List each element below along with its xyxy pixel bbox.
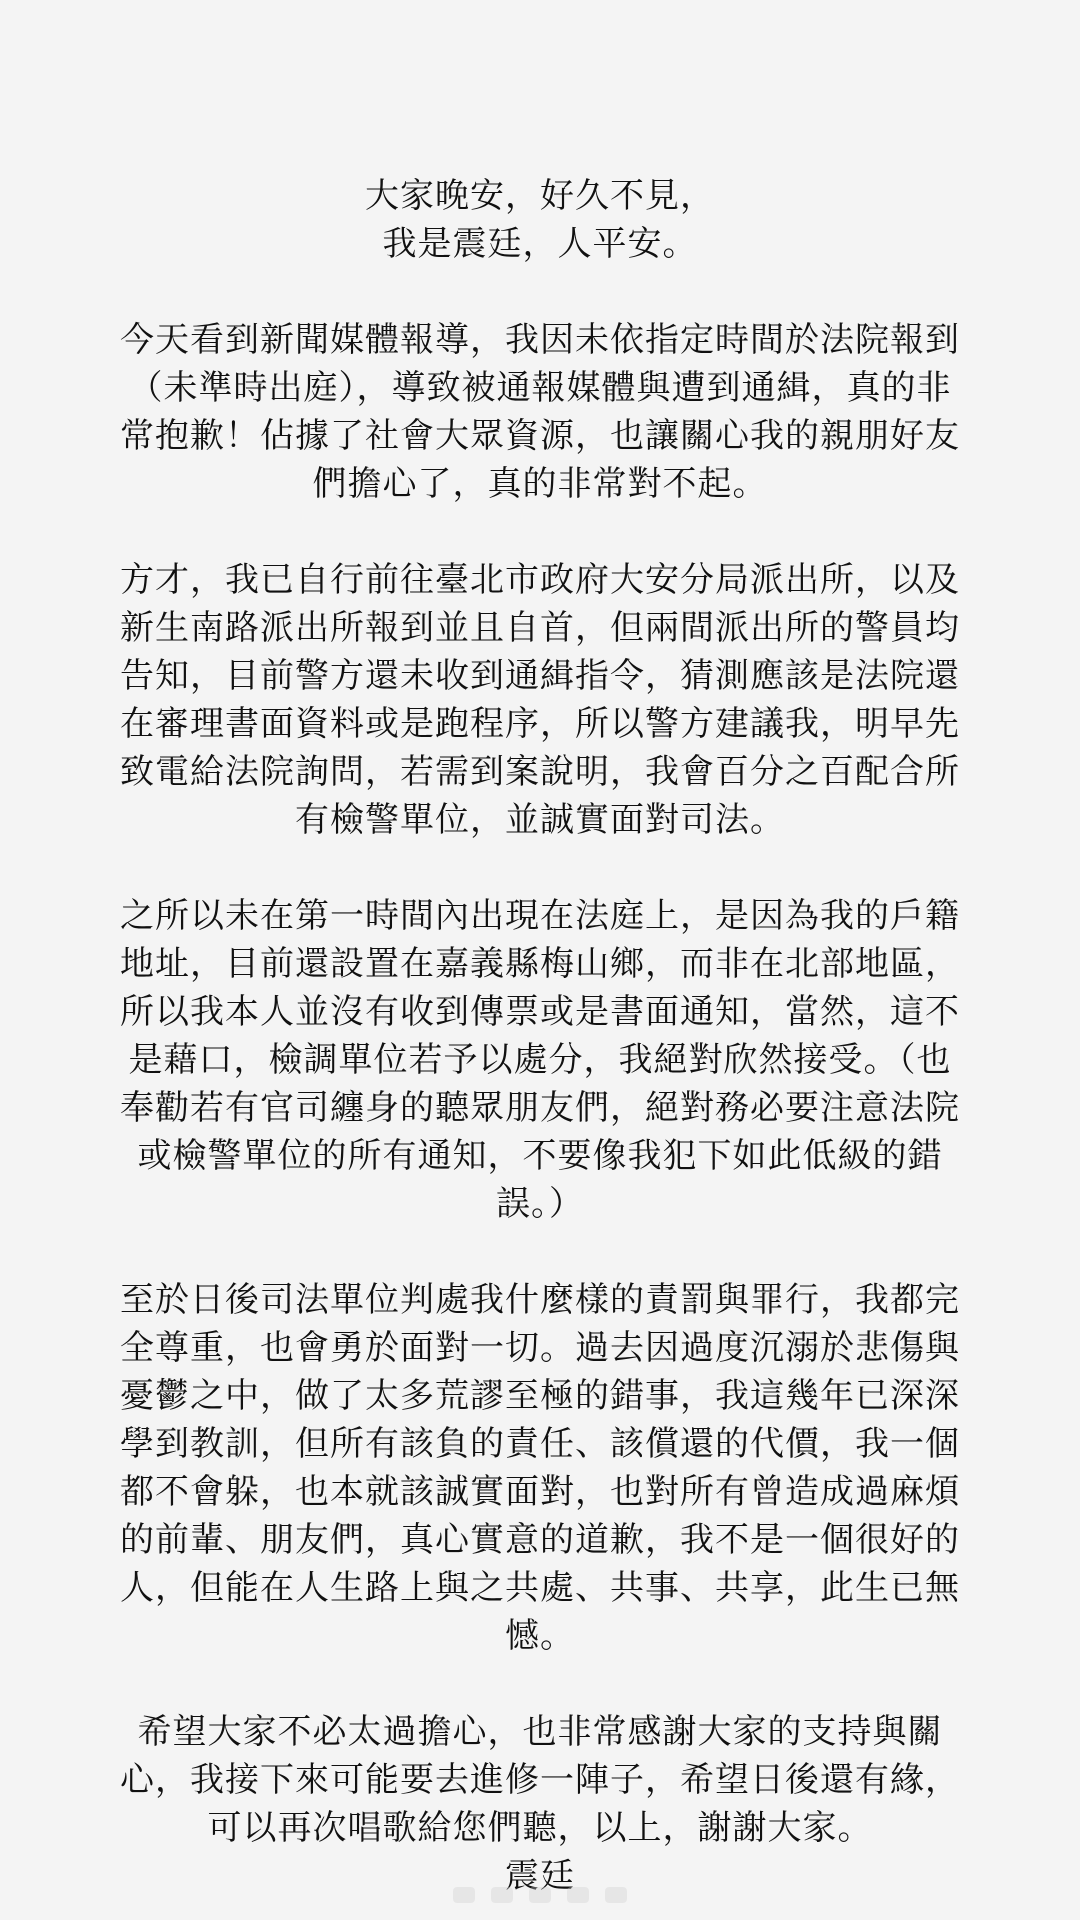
nav-dot [567,1887,589,1903]
text-line: 地址，目前還設置在嘉義縣梅山鄉，而非在北部地區， [120,944,960,984]
greeting-line: 我是震廷，人平安。 [382,224,698,264]
nav-dot [605,1887,627,1903]
text-line: 心，我接下來可能要去進修一陣子，希望日後還有緣， [120,1760,960,1800]
paragraph-explanation [80,892,1000,1228]
nav-dot [453,1887,475,1903]
paragraph-apology [80,316,1000,508]
paragraph-gap [80,1228,1000,1276]
nav-dot [529,1887,551,1903]
text-line: （未準時出庭），導致被通報媒體與遭到通緝，真的非 [128,368,952,408]
text-line: 方才，我已自行前往臺北市政府大安分局派出所，以及 [120,560,960,600]
text-line: 之所以未在第一時間內出現在法庭上，是因為我的戶籍 [120,896,960,936]
text-line: 至於日後司法單位判處我什麼樣的責罰與罪行，我都完 [120,1280,960,1320]
bottom-navigation-hint [440,1886,640,1904]
text-line: 全尊重，也會勇於面對一切。過去因過度沉溺於悲傷與 [120,1328,960,1368]
text-line: 今天看到新聞媒體報導，我因未依指定時間於法院報到 [120,320,960,360]
text-line: 可以再次唱歌給您們聽，以上，謝謝大家。 [207,1808,873,1848]
paragraph-gap [80,508,1000,556]
paragraph-gap [80,844,1000,892]
paragraph-surrender [80,556,1000,844]
paragraph-gap [80,268,1000,316]
paragraph-gap [80,1660,1000,1708]
nav-dot [491,1887,513,1903]
text-line: 人，但能在人生路上與之共處、共事、共享，此生已無 [120,1568,960,1608]
text-line: 所以我本人並沒有收到傳票或是書面通知，當然，這不 [120,992,960,1032]
text-line: 們擔心了，真的非常對不起。 [312,464,768,504]
text-line: 或檢警單位的所有通知，不要像我犯下如此低級的錯 [137,1136,943,1176]
greeting [80,172,1000,268]
text-line: 常抱歉！佔據了社會大眾資源，也讓關心我的親朋好友 [120,416,960,456]
text-line: 憂鬱之中，做了太多荒謬至極的錯事，我這幾年已深深 [120,1376,960,1416]
text-line: 希望大家不必太過擔心，也非常感謝大家的支持與關 [137,1712,943,1752]
paragraph-thanks [80,1708,1000,1852]
text-line: 都不會躲，也本就該誠實面對，也對所有曾造成過麻煩 [120,1472,960,1512]
text-line: 憾。 [505,1616,575,1656]
text-line: 致電給法院詢問，若需到案說明，我會百分之百配合所 [120,752,960,792]
text-line: 新生南路派出所報到並且自首，但兩間派出所的警員均 [120,608,960,648]
text-line: 有檢警單位，並誠實面對司法。 [295,800,785,840]
text-line: 的前輩、朋友們，真心實意的道歉，我不是一個很好的 [120,1520,960,1560]
greeting-line: 大家晚安，好久不見， [365,176,715,216]
signature: 震廷 [505,1856,575,1896]
text-line: 告知，目前警方還未收到通緝指令，猜測應該是法院還 [120,656,960,696]
text-line: 在審理書面資料或是跑程序，所以警方建議我，明早先 [120,704,960,744]
text-line: 學到教訓，但所有該負的責任、該償還的代價，我一個 [120,1424,960,1464]
paragraph-responsibility [80,1276,1000,1660]
statement-text [80,172,1000,1900]
text-line: 誤。） [496,1184,584,1224]
text-line: 奉勸若有官司纏身的聽眾朋友們，絕對務必要注意法院 [120,1088,960,1128]
text-line: 是藉口，檢調單位若予以處分，我絕對欣然接受。（也 [128,1040,952,1080]
